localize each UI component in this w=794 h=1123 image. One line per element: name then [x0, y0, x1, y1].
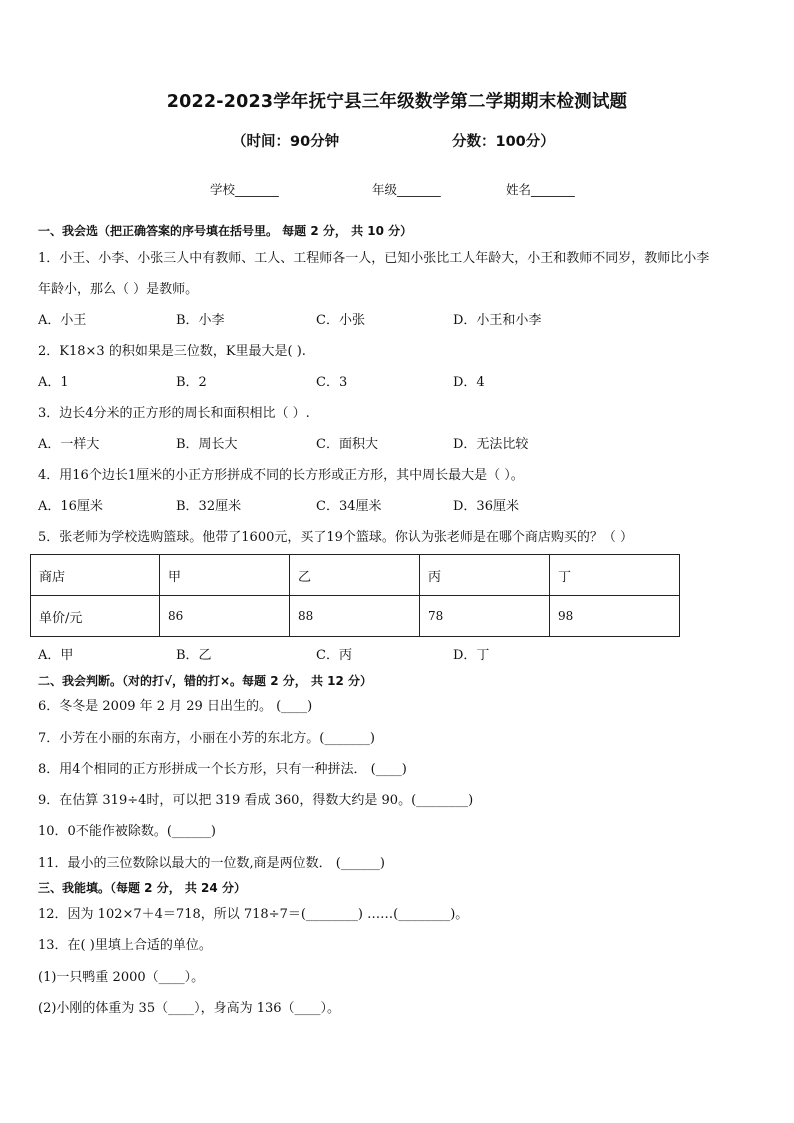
q4-option-b: B．32厘米: [176, 499, 242, 514]
grade-field: 年级_______: [372, 182, 441, 197]
q1-option-c: C．小张: [316, 313, 365, 328]
question-7: 7．小芳在小丽的东南方，小丽在小芳的东北方。(_______): [38, 731, 375, 746]
name-field: 姓名_______: [506, 182, 575, 197]
q5-option-b: B．乙: [176, 648, 212, 663]
question-11: 11．最小的三位数除以最大的一位数,商是两位数． (______): [38, 856, 385, 871]
q4-option-d: D．36厘米: [453, 499, 519, 514]
section-heading-2: 二、我会判断。（对的打√，错的打×。每题 2 分， 共 12 分）: [38, 674, 372, 688]
q3-option-b: B．周长大: [176, 437, 238, 452]
table-cell: 单价/元: [31, 596, 160, 637]
table-row: [31, 555, 680, 596]
q2-option-c: C．3: [316, 375, 348, 390]
question-5-line-1: 5．张老师为学校选购篮球。他带了1600元，买了19个篮球。你认为张老师是在哪个商店购买的？（ ）: [38, 530, 634, 545]
question-12: 12．因为 102×7＋4＝718，所以 718÷7＝(________) ……(________)。: [38, 907, 469, 922]
exam-title: 2022-2023学年抚宁县三年级数学第二学期期末检测试题: [166, 92, 628, 112]
section-heading-3: 三、我能填。（每题 2 分， 共 24 分）: [38, 881, 246, 895]
question-4-line-1: 4．用16个边长1厘米的小正方形拼成不同的长方形或正方形，其中周长最大是（ ）。: [38, 468, 524, 483]
question-3-line-1: 3．边长4分米的正方形的周长和面积相比（ ）.: [38, 406, 310, 421]
table-row: [31, 596, 680, 637]
table-cell: 丙: [420, 555, 550, 596]
time-limit: （时间：90分钟: [232, 134, 340, 150]
question-13-part-2: (2)小刚的体重为 35（____），身高为 136（____）。: [38, 1001, 341, 1016]
q5-option-c: C．丙: [316, 648, 352, 663]
table-cell: 78: [420, 596, 550, 637]
table-cell: 丁: [550, 555, 680, 596]
question-1-line-2: 年龄小，那么（ ）是教师。: [38, 282, 199, 297]
q4-option-a: A．16厘米: [38, 499, 103, 514]
total-score: 分数：100分）: [452, 134, 555, 150]
exam-meta: [0, 130, 794, 152]
q1-option-b: B．小李: [176, 313, 225, 328]
table-cell: 乙: [290, 555, 420, 596]
q1-option-a: A．小王: [38, 313, 87, 328]
student-info: [0, 180, 794, 200]
question-2-line-1: 2．K18×3 的积如果是三位数，K里最大是( ).: [38, 344, 306, 359]
table-cell: 98: [550, 596, 680, 637]
table-cell: 88: [290, 596, 420, 637]
question-10: 10．0不能作被除数。(______): [38, 824, 216, 839]
table-cell: 甲: [160, 555, 290, 596]
shop-price-table: [30, 554, 680, 637]
q5-option-a: A．甲: [38, 648, 74, 663]
question-1-line-1: 1．小王、小李、小张三人中有教师、工人、工程师各一人，已知小张比工人年龄大，小王和教师不同岁，教师比小李: [38, 251, 710, 266]
q1-option-d: D．小王和小李: [453, 313, 542, 328]
q3-option-c: C．面积大: [316, 437, 378, 452]
question-8: 8．用4个相同的正方形拼成一个长方形，只有一种拼法． (____): [38, 762, 407, 777]
question-9: 9．在估算 319÷4时，可以把 319 看成 360，得数大约是 90。(________): [38, 793, 474, 808]
q2-option-a: A．1: [38, 375, 69, 390]
q3-option-a: A．一样大: [38, 437, 100, 452]
q4-option-c: C．34厘米: [316, 499, 382, 514]
section-heading-1: 一、我会选（把正确答案的序号填在括号里。 每题 2 分， 共 10 分）: [38, 224, 413, 238]
q3-option-d: D．无法比较: [453, 437, 529, 452]
question-13-part-1: (1)一只鸭重 2000（____）。: [38, 970, 205, 985]
q2-option-b: B．2: [176, 375, 207, 390]
q2-option-d: D．4: [453, 375, 485, 390]
question-13: 13．在( )里填上合适的单位。: [38, 938, 212, 953]
q5-option-d: D．丁: [453, 648, 490, 663]
table-cell: 86: [160, 596, 290, 637]
table-cell: 商店: [31, 555, 160, 596]
question-6: 6．冬冬是 2009 年 2 月 29 日出生的。 (____): [38, 699, 313, 714]
school-field: 学校_______: [210, 182, 279, 197]
